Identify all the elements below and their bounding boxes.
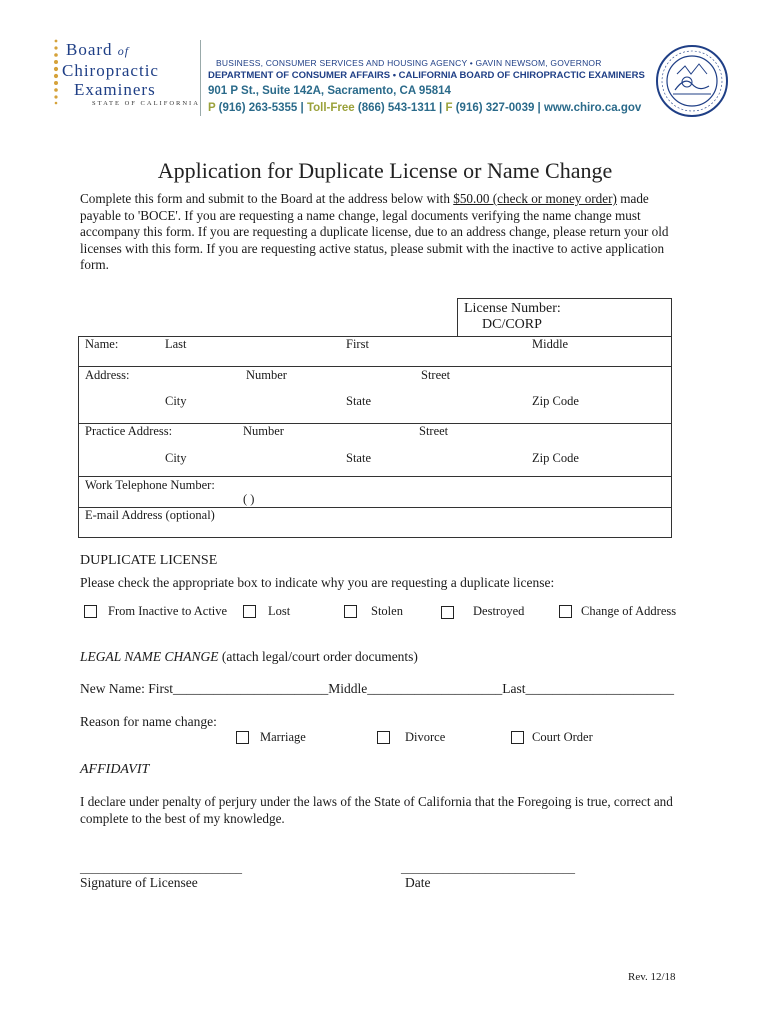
applicant-info-table	[78, 336, 672, 538]
first-name-field[interactable]: First	[346, 337, 369, 351]
practice-street-field[interactable]: Street	[419, 424, 449, 438]
change-of-address-checkbox[interactable]	[559, 605, 572, 618]
practice-city-field[interactable]: City	[165, 451, 187, 465]
date-label: Date	[405, 875, 431, 890]
divorce-label: Divorce	[405, 730, 446, 744]
practice-number-field[interactable]: Number	[243, 424, 284, 438]
instructions: Complete this form and submit to the Board at the address below with $50.00 (check or money order) made payable to 'BOCE'. If you are requesting a name change, legal documents verifying the name change must accompany this form. If you are requesting a duplicate license, due to an address change, please return your old licenses with this form. If you are requesting active status, please submit with the inactive to active application form.	[80, 191, 669, 273]
stolen-label: Stolen	[371, 604, 403, 618]
affidavit-text: I declare under penalty of perjury under the laws of the State of California that the Foregoing is true, correct and complete to the best of my knowledge.	[80, 794, 673, 826]
email-field[interactable]: E-mail Address (optional)	[85, 508, 215, 522]
destroyed-label: Destroyed	[473, 604, 525, 618]
court-order-label: Court Order	[532, 730, 593, 744]
new-name-field[interactable]: New Name: First_______________________Middle____________________Last______________________	[80, 681, 674, 696]
change-of-address-label: Change of Address	[581, 604, 677, 618]
inactive-to-active-label: From Inactive to Active	[108, 604, 228, 618]
stolen-checkbox[interactable]	[344, 605, 357, 618]
middle-name-field[interactable]: Middle	[532, 337, 569, 351]
signature-field[interactable]: ___________________________	[80, 861, 242, 875]
marriage-label: Marriage	[260, 730, 306, 744]
address-zip-field[interactable]: Zip Code	[532, 394, 579, 408]
lost-checkbox[interactable]	[243, 605, 256, 618]
california-seal-icon	[655, 44, 729, 118]
header-divider	[200, 40, 201, 116]
address-state-field[interactable]: State	[346, 394, 371, 408]
practice-state-field[interactable]: State	[346, 451, 371, 465]
reason-label: Reason for name change:	[80, 714, 217, 729]
marriage-checkbox[interactable]	[236, 731, 249, 744]
affidavit-heading: AFFIDAVIT	[80, 762, 150, 777]
license-type-label: DC/CORP	[482, 317, 542, 332]
row-divider	[79, 366, 671, 367]
address-city-field[interactable]: City	[165, 394, 187, 408]
lost-label: Lost	[268, 604, 291, 618]
name-label: Name:	[85, 337, 119, 351]
agency-line: BUSINESS, CONSUMER SERVICES AND HOUSING AGENCY • GAVIN NEWSOM, GOVERNOR	[216, 58, 602, 68]
revision-label: Rev. 12/18	[628, 971, 676, 983]
contact-line: P (916) 263-5355 | Toll-Free (866) 543-1311 | F (916) 327-0039 | www.chiro.ca.gov	[208, 102, 642, 114]
work-phone-field[interactable]: ( )	[243, 492, 255, 506]
divorce-checkbox[interactable]	[377, 731, 390, 744]
department-line: DEPARTMENT OF CONSUMER AFFAIRS • CALIFORNIA BOARD OF CHIROPRACTIC EXAMINERS	[208, 70, 645, 81]
inactive-to-active-checkbox[interactable]	[84, 605, 97, 618]
address-label: Address:	[85, 368, 130, 382]
date-field[interactable]: _____________________________	[401, 861, 575, 875]
page-title: Application for Duplicate License or Name Change	[157, 158, 613, 183]
practice-zip-field[interactable]: Zip Code	[532, 451, 579, 465]
row-divider	[79, 476, 671, 477]
fee-amount: $50.00 (check or money order)	[453, 191, 617, 206]
last-name-field[interactable]: Last	[165, 337, 187, 351]
duplicate-license-heading: DUPLICATE LICENSE	[80, 553, 218, 568]
practice-address-label: Practice Address:	[85, 424, 173, 438]
address-street-field[interactable]: Street	[421, 368, 451, 382]
duplicate-prompt: Please check the appropriate box to indicate why you are requesting a duplicate license:	[80, 575, 555, 590]
board-logo: Board of Chiropractic Examiners STATE OF CALIFORNIA	[62, 40, 200, 107]
court-order-checkbox[interactable]	[511, 731, 524, 744]
name-change-heading: LEGAL NAME CHANGE (attach legal/court order documents)	[80, 649, 418, 664]
board-address: 901 P St., Suite 142A, Sacramento, CA 95814	[208, 85, 451, 97]
signature-label: Signature of Licensee	[80, 875, 198, 890]
license-number-box[interactable]	[457, 298, 672, 337]
work-phone-label: Work Telephone Number:	[85, 478, 215, 492]
license-number-label: License Number:	[464, 301, 561, 316]
address-number-field[interactable]: Number	[246, 368, 287, 382]
destroyed-checkbox[interactable]	[441, 606, 454, 619]
logo-spine-icon	[52, 38, 60, 106]
